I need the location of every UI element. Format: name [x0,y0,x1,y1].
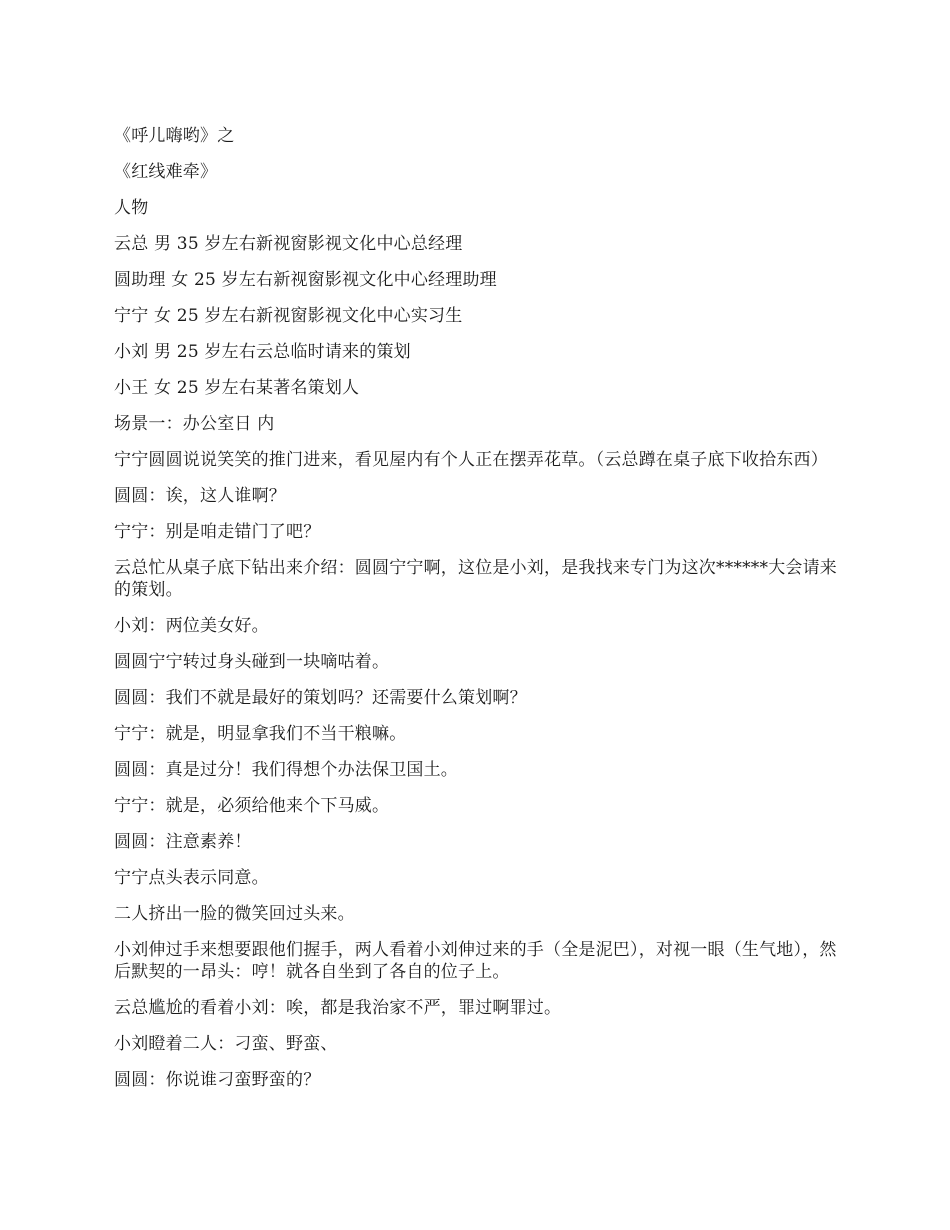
script-paragraph: 宁宁：就是，必须给他来个下马威。 [114,796,390,816]
script-paragraph: 云总尴尬的看着小刘：唉，都是我治家不严，罪过啊罪过。 [114,998,562,1018]
document-body [114,125,844,1105]
script-paragraph: 云总忙从桌子底下钻出来介绍：圆圆宁宁啊，这位是小刘，是我找来专门为这次******大会请来的策划。 [114,558,837,600]
title-line-2: 《红线难牵》 [114,162,218,182]
character-entry: 小刘 男 25 岁左右云总临时请来的策划 [114,342,411,362]
script-paragraph: 圆圆：真是过分！我们得想个办法保卫国土。 [114,760,458,780]
script-paragraph: 圆圆宁宁转过身头碰到一块嘀咕着。 [114,652,390,672]
character-entry: 圆助理 女 25 岁左右新视窗影视文化中心经理助理 [114,270,497,290]
script-paragraph: 小刘瞪着二人：刁蛮、野蛮、 [114,1034,338,1054]
script-paragraph: 宁宁点头表示同意。 [114,868,269,888]
script-paragraph: 圆圆：注意素养！ [114,832,252,852]
title-line-1: 《呼儿嗨哟》之 [114,126,235,146]
script-paragraph: 宁宁圆圆说说笑笑的推门进来，看见屋内有个人正在摆弄花草。（云总蹲在桌子底下收拾东西） [114,450,828,470]
script-paragraph: 宁宁：别是咱走错门了吧？ [114,522,321,542]
characters-heading: 人物 [114,198,149,218]
script-paragraph: 小刘伸过手来想要跟他们握手，两人看着小刘伸过来的手（全是泥巴），对视一眼（生气地），然后默契的一昂头：哼！就各自坐到了各自的位子上。 [114,940,837,982]
script-paragraph: 圆圆：你说谁刁蛮野蛮的？ [114,1070,321,1090]
script-paragraph: 宁宁：就是，明显拿我们不当干粮嘛。 [114,724,407,744]
character-entry: 云总 男 35 岁左右新视窗影视文化中心总经理 [114,234,463,254]
character-entry: 小王 女 25 岁左右某著名策划人 [114,378,360,398]
script-paragraph: 二人挤出一脸的微笑回过头来。 [114,904,355,924]
character-entry: 宁宁 女 25 岁左右新视窗影视文化中心实习生 [114,306,463,326]
script-paragraph: 圆圆：我们不就是最好的策划吗？还需要什么策划啊？ [114,688,527,708]
script-paragraph: 圆圆：诶，这人谁啊？ [114,486,286,506]
script-paragraph: 小刘：两位美女好。 [114,616,269,636]
scene-heading: 场景一：办公室日 内 [114,414,275,434]
